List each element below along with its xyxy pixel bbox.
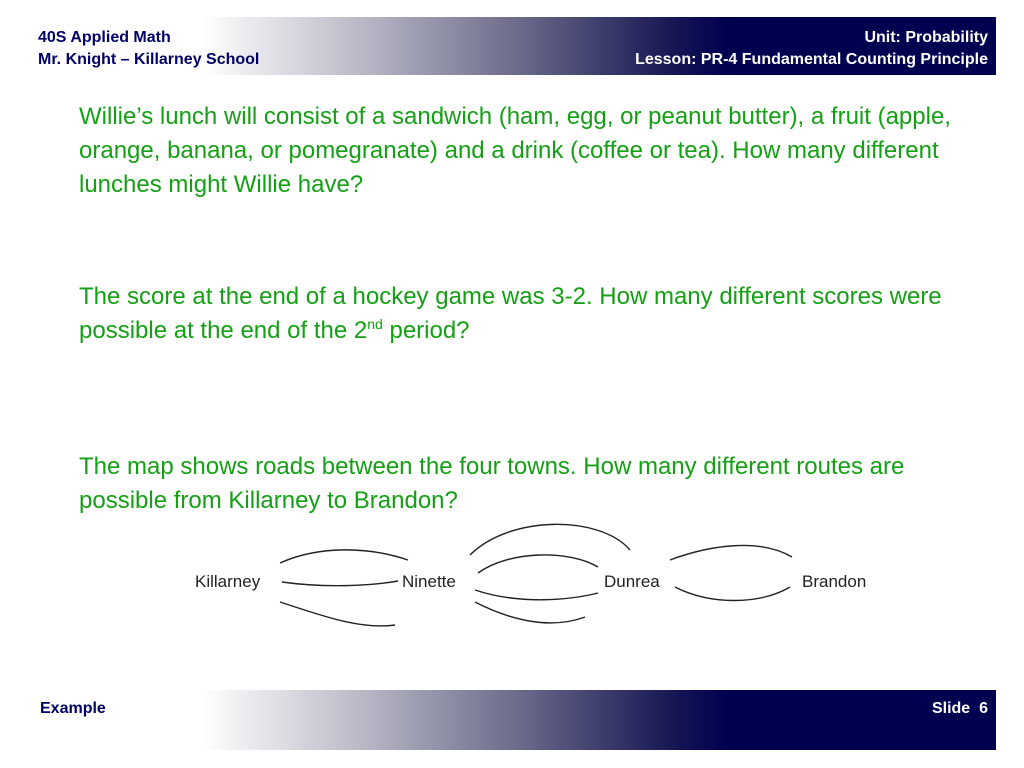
question-hockey-end: period?: [382, 317, 470, 344]
question-hockey: [79, 280, 979, 348]
road-killarney-ninette-3: [280, 602, 395, 626]
road-dunrea-brandon-1: [670, 545, 792, 560]
road-ninette-dunrea-4: [475, 602, 585, 623]
teacher-name: Mr. Knight – Killarney School: [38, 51, 260, 68]
question-routes: The map shows roads between the four towns. How many different routes are possible from Killarney to Brandon?: [79, 453, 905, 514]
ordinal-suffix: nd: [367, 316, 383, 332]
header-left: [38, 27, 259, 71]
town-killarney: Killarney: [195, 572, 261, 591]
lesson-title: Lesson: PR-4 Fundamental Counting Principle: [635, 51, 988, 68]
road-dunrea-brandon-2: [675, 587, 790, 601]
road-ninette-dunrea-2: [478, 555, 598, 573]
road-map: [180, 520, 900, 640]
town-ninette: Ninette: [402, 572, 456, 591]
slide-number: Slide 6: [931, 700, 988, 717]
footer-section: Example: [40, 700, 106, 717]
road-ninette-dunrea-1: [470, 524, 630, 555]
town-brandon: Brandon: [802, 572, 867, 591]
road-killarney-ninette-1: [280, 550, 408, 563]
footer-bar: [28, 690, 996, 750]
course-title: 40S Applied Math: [38, 29, 171, 46]
road-killarney-ninette-2: [282, 581, 398, 586]
question-hockey-text: The score at the end of a hockey game was 3-2. How many different scores were possible at the end of the 2: [79, 283, 942, 344]
town-dunrea: Dunrea: [604, 572, 660, 591]
question-lunch: Willie’s lunch will consist of a sandwich (ham, egg, or peanut butter), a fruit (apple, orange, banana, or pomegranate) and a drink (coffee or tea). How many different lunches might Willie have?: [79, 103, 951, 198]
road-ninette-dunrea-3: [475, 590, 598, 600]
unit-title: Unit: Probability: [864, 29, 988, 46]
header-right: [635, 27, 988, 71]
